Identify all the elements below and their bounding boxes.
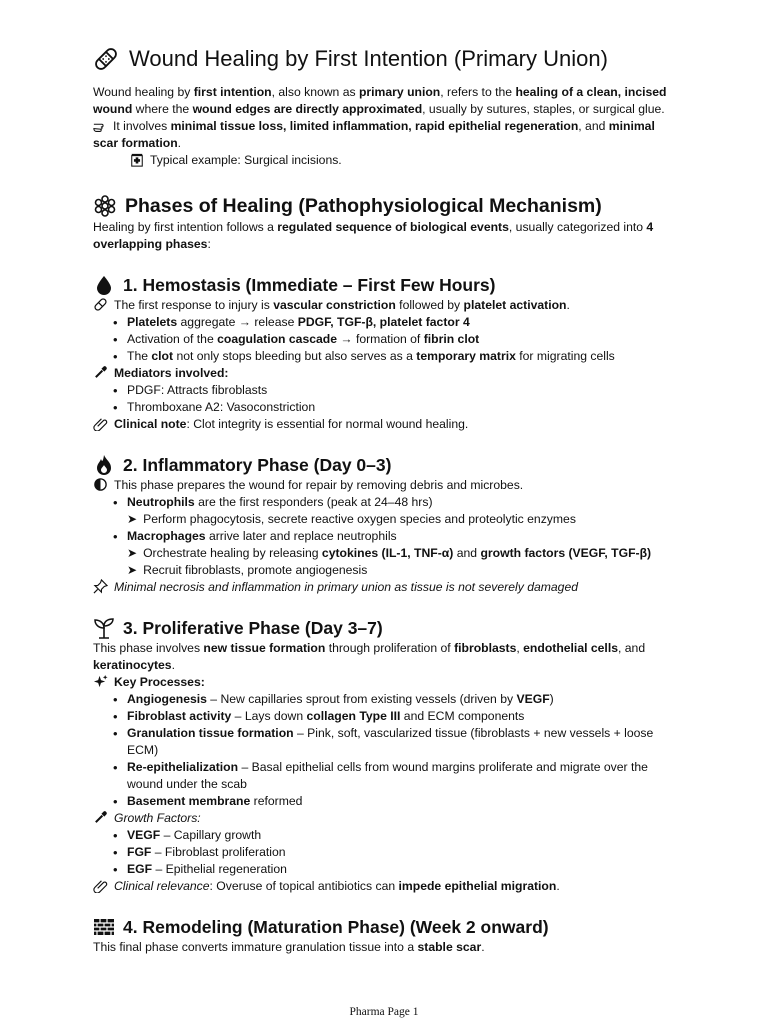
text-run: The first response to injury is bbox=[114, 298, 274, 312]
inflammatory-bullets bbox=[93, 494, 683, 579]
key-processes-list bbox=[93, 691, 683, 810]
bold-text: Granulation tissue formation bbox=[127, 726, 294, 740]
text-run: are the first responders (peak at 24–48 hrs) bbox=[194, 495, 433, 509]
list-item bbox=[127, 691, 683, 708]
text-run: : Clot integrity is essential for normal wound healing. bbox=[186, 417, 469, 431]
hemostasis-lead bbox=[93, 297, 683, 314]
bold-text: stable scar bbox=[417, 940, 482, 954]
text-run: . bbox=[481, 940, 485, 954]
proliferative-heading bbox=[93, 616, 683, 640]
brick-wall-icon bbox=[93, 916, 115, 938]
bold-text: collagen Type III bbox=[306, 709, 401, 723]
list-item bbox=[127, 793, 683, 810]
inflammatory-lead-text: This phase prepares the wound for repair by removing debris and microbes. bbox=[114, 478, 524, 492]
sub-item-text bbox=[143, 546, 651, 560]
text-run: , bbox=[516, 641, 524, 655]
bold-text: Angiogenesis bbox=[127, 692, 207, 706]
text-run: , also known as bbox=[271, 85, 359, 99]
list-item bbox=[127, 844, 683, 861]
text-run: – Basal epithelial cells from wound margins proliferate and migrate over the wound under the scab bbox=[127, 760, 648, 791]
seedling-icon bbox=[93, 617, 115, 639]
remodeling-heading bbox=[93, 915, 683, 939]
hemostasis-lead-text bbox=[114, 298, 570, 312]
list-item bbox=[127, 314, 683, 331]
phases-intro bbox=[93, 219, 683, 253]
pill-icon bbox=[93, 297, 108, 312]
text-run: – Lays down bbox=[231, 709, 307, 723]
sub-list-item bbox=[127, 511, 683, 528]
hemostasis-note-text bbox=[114, 417, 468, 431]
sub-item-text: Perform phagocytosis, secrete reactive oxygen species and proteolytic enzymes bbox=[143, 512, 576, 526]
text-run: , and bbox=[578, 119, 609, 133]
bold-text: endothelial cells bbox=[523, 641, 618, 655]
text-run: and ECM components bbox=[400, 709, 525, 723]
bold-text: Macrophages bbox=[127, 529, 206, 543]
text-run: . bbox=[556, 879, 560, 893]
text-run: – Capillary growth bbox=[160, 828, 262, 842]
bold-text: Re-epithelialization bbox=[127, 760, 239, 774]
mediators-label-text: Mediators involved: bbox=[114, 366, 229, 380]
fire-icon bbox=[93, 454, 115, 476]
text-run: not only stops bleeding but also serves as a bbox=[173, 349, 417, 363]
bold-text: regulated sequence of biological events bbox=[277, 220, 509, 234]
bold-text: coagulation cascade bbox=[217, 332, 337, 346]
list-item bbox=[127, 708, 683, 725]
hemostasis-heading-text: 1. Hemostasis (Immediate – First Few Hours) bbox=[123, 275, 496, 295]
text-run: – Epithelial regeneration bbox=[152, 862, 287, 876]
bold-text: minimal tissue loss, limited inflammation, rapid epithelial regeneration bbox=[170, 119, 579, 133]
bold-text: fibrin clot bbox=[423, 332, 480, 346]
text-run: – Fibroblast proliferation bbox=[151, 845, 286, 859]
bold-text: wound edges are directly approximated bbox=[192, 102, 423, 116]
hemostasis-note bbox=[93, 416, 683, 433]
bold-text: Neutrophils bbox=[127, 495, 195, 509]
hemostasis-bullets bbox=[93, 314, 683, 365]
intro-involves bbox=[93, 118, 683, 152]
text-run: Wound healing by bbox=[93, 85, 194, 99]
bold-text: Clinical note bbox=[114, 417, 187, 431]
inflammatory-heading-text: 2. Inflammatory Phase (Day 0–3) bbox=[123, 455, 392, 475]
sparkles-icon bbox=[93, 674, 108, 689]
title-text: Wound Healing by First Intention (Primary Union) bbox=[129, 46, 608, 71]
key-processes-label-text: Key Processes: bbox=[114, 675, 205, 689]
text-run: . bbox=[171, 658, 175, 672]
arrow-icon: ➤ bbox=[127, 546, 138, 560]
key-processes-label bbox=[93, 674, 683, 691]
inflammatory-note bbox=[93, 579, 683, 596]
bold-text: keratinocytes bbox=[93, 658, 172, 672]
paperclip-icon bbox=[93, 878, 108, 893]
text-run: where the bbox=[132, 102, 193, 116]
text-run: for migrating cells bbox=[515, 349, 615, 363]
growth-factors-list bbox=[93, 827, 683, 878]
pushpin-icon bbox=[93, 579, 108, 594]
phases-heading bbox=[93, 193, 683, 219]
page-title bbox=[93, 44, 683, 74]
intro-involves-text bbox=[93, 119, 655, 150]
text-run: Activation of the bbox=[127, 332, 218, 346]
bold-text: platelet activation bbox=[463, 298, 567, 312]
text-run: . bbox=[566, 298, 570, 312]
document-page bbox=[93, 44, 683, 956]
bold-text: new tissue formation bbox=[203, 641, 326, 655]
text-run: ) bbox=[549, 692, 554, 706]
paperclip-icon bbox=[93, 416, 108, 431]
text-run: – Pink, soft, vascularized tissue (fibroblasts + new vessels + loose ECM) bbox=[127, 726, 654, 757]
text-run: → formation of bbox=[337, 332, 424, 346]
text-run: arrive later and replace neutrophils bbox=[205, 529, 397, 543]
bold-text: vascular constriction bbox=[273, 298, 396, 312]
bold-text: growth factors (VEGF, TGF-β) bbox=[480, 546, 652, 560]
intro-paragraph bbox=[93, 84, 683, 118]
proliferative-note bbox=[93, 878, 683, 895]
text-run: – New capillaries sprout from existing vessels (driven by bbox=[206, 692, 517, 706]
mediators-list bbox=[93, 382, 683, 416]
list-item bbox=[127, 861, 683, 878]
text-run: followed by bbox=[395, 298, 464, 312]
bold-text: impede epithelial migration bbox=[398, 879, 557, 893]
bold-text: Basement membrane bbox=[127, 794, 251, 808]
proliferative-lead bbox=[93, 640, 683, 674]
bold-text: EGF bbox=[127, 862, 153, 876]
hemostasis-heading bbox=[93, 273, 683, 297]
bold-text: Platelets bbox=[127, 315, 178, 329]
list-item bbox=[127, 348, 683, 365]
sub-list-item bbox=[127, 545, 683, 562]
text-run: This final phase converts immature granulation tissue into a bbox=[93, 940, 418, 954]
phases-heading-text: Phases of Healing (Pathophysiological Mechanism) bbox=[125, 195, 602, 217]
text-run: . bbox=[177, 136, 182, 150]
text-run: The bbox=[127, 349, 152, 363]
list-item bbox=[127, 331, 683, 348]
bold-text: VEGF bbox=[127, 828, 161, 842]
list-item bbox=[127, 528, 683, 545]
list-item: • PDGF: Attracts fibroblasts bbox=[127, 382, 683, 399]
bold-text: cytokines (IL-1, TNF-α) bbox=[321, 546, 454, 560]
bold-text: primary union bbox=[358, 85, 441, 99]
sub-item-text: Recruit fibroblasts, promote angiogenesis bbox=[143, 563, 368, 577]
text-run: , refers to the bbox=[440, 85, 516, 99]
bold-text: Fibroblast activity bbox=[127, 709, 232, 723]
hospital-icon bbox=[130, 153, 144, 167]
shield-icon bbox=[93, 477, 108, 492]
list-item bbox=[127, 725, 683, 759]
bold-text: clot bbox=[151, 349, 174, 363]
text-run: : bbox=[207, 237, 211, 251]
bold-text: 4 overlapping phases bbox=[93, 220, 654, 251]
arrow-icon: ➤ bbox=[127, 563, 138, 577]
inflammatory-lead bbox=[93, 477, 683, 494]
text-run: , usually categorized into bbox=[508, 220, 647, 234]
proliferative-note-text bbox=[114, 879, 560, 893]
text-run: and bbox=[453, 546, 481, 560]
inflammatory-note-text: Minimal necrosis and inflammation in primary union as tissue is not severely damaged bbox=[114, 580, 579, 594]
bold-text: minimal scar formation bbox=[93, 119, 655, 150]
remodeling-heading-text: 4. Remodeling (Maturation Phase) (Week 2 onward) bbox=[123, 917, 549, 937]
text-run: aggregate → release bbox=[177, 315, 298, 329]
text-run: reformed bbox=[250, 794, 303, 808]
remodeling-lead bbox=[93, 939, 683, 956]
bold-text: PDGF, TGF-β, platelet factor 4 bbox=[297, 315, 470, 329]
bold-text: fibroblasts bbox=[454, 641, 517, 655]
bold-text: healing of a clean, incised wound bbox=[93, 85, 667, 116]
dropper-icon bbox=[93, 810, 108, 825]
list-item: • Thromboxane A2: Vasoconstriction bbox=[127, 399, 683, 416]
page-footer: Pharma Page 1 bbox=[349, 1006, 419, 1018]
bold-text: VEGF bbox=[516, 692, 550, 706]
bold-text: first intention bbox=[193, 85, 272, 99]
list-item bbox=[127, 759, 683, 793]
text-run: This phase involves bbox=[93, 641, 204, 655]
bandage-icon bbox=[93, 46, 119, 72]
dropper-icon bbox=[93, 365, 108, 380]
bold-text: FGF bbox=[127, 845, 152, 859]
list-item bbox=[127, 827, 683, 844]
pointing-hand-icon bbox=[93, 119, 107, 133]
proliferative-heading-text: 3. Proliferative Phase (Day 3–7) bbox=[123, 618, 383, 638]
text-run: , and bbox=[617, 641, 646, 655]
sub-list-item bbox=[127, 562, 683, 579]
growth-factors-label-text: Growth Factors: bbox=[114, 811, 201, 825]
drop-icon bbox=[93, 274, 115, 296]
example-line bbox=[93, 152, 683, 169]
list-item bbox=[127, 494, 683, 511]
text-run: It involves bbox=[113, 119, 171, 133]
text-run: : Overuse of topical antibiotics can bbox=[209, 879, 399, 893]
gear-flower-icon bbox=[93, 194, 117, 218]
text-run: Orchestrate healing by releasing bbox=[143, 546, 322, 560]
arrow-icon: ➤ bbox=[127, 512, 138, 526]
growth-factors-label bbox=[93, 810, 683, 827]
mediators-label bbox=[93, 365, 683, 382]
text-run: through proliferation of bbox=[325, 641, 455, 655]
bold-text: temporary matrix bbox=[416, 349, 516, 363]
text-run: , usually by sutures, staples, or surgical glue. bbox=[422, 102, 665, 116]
text-run: Healing by first intention follows a bbox=[93, 220, 278, 234]
example-text: Typical example: Surgical incisions. bbox=[150, 153, 342, 167]
italic-text: Clinical relevance bbox=[114, 879, 210, 893]
inflammatory-heading bbox=[93, 453, 683, 477]
